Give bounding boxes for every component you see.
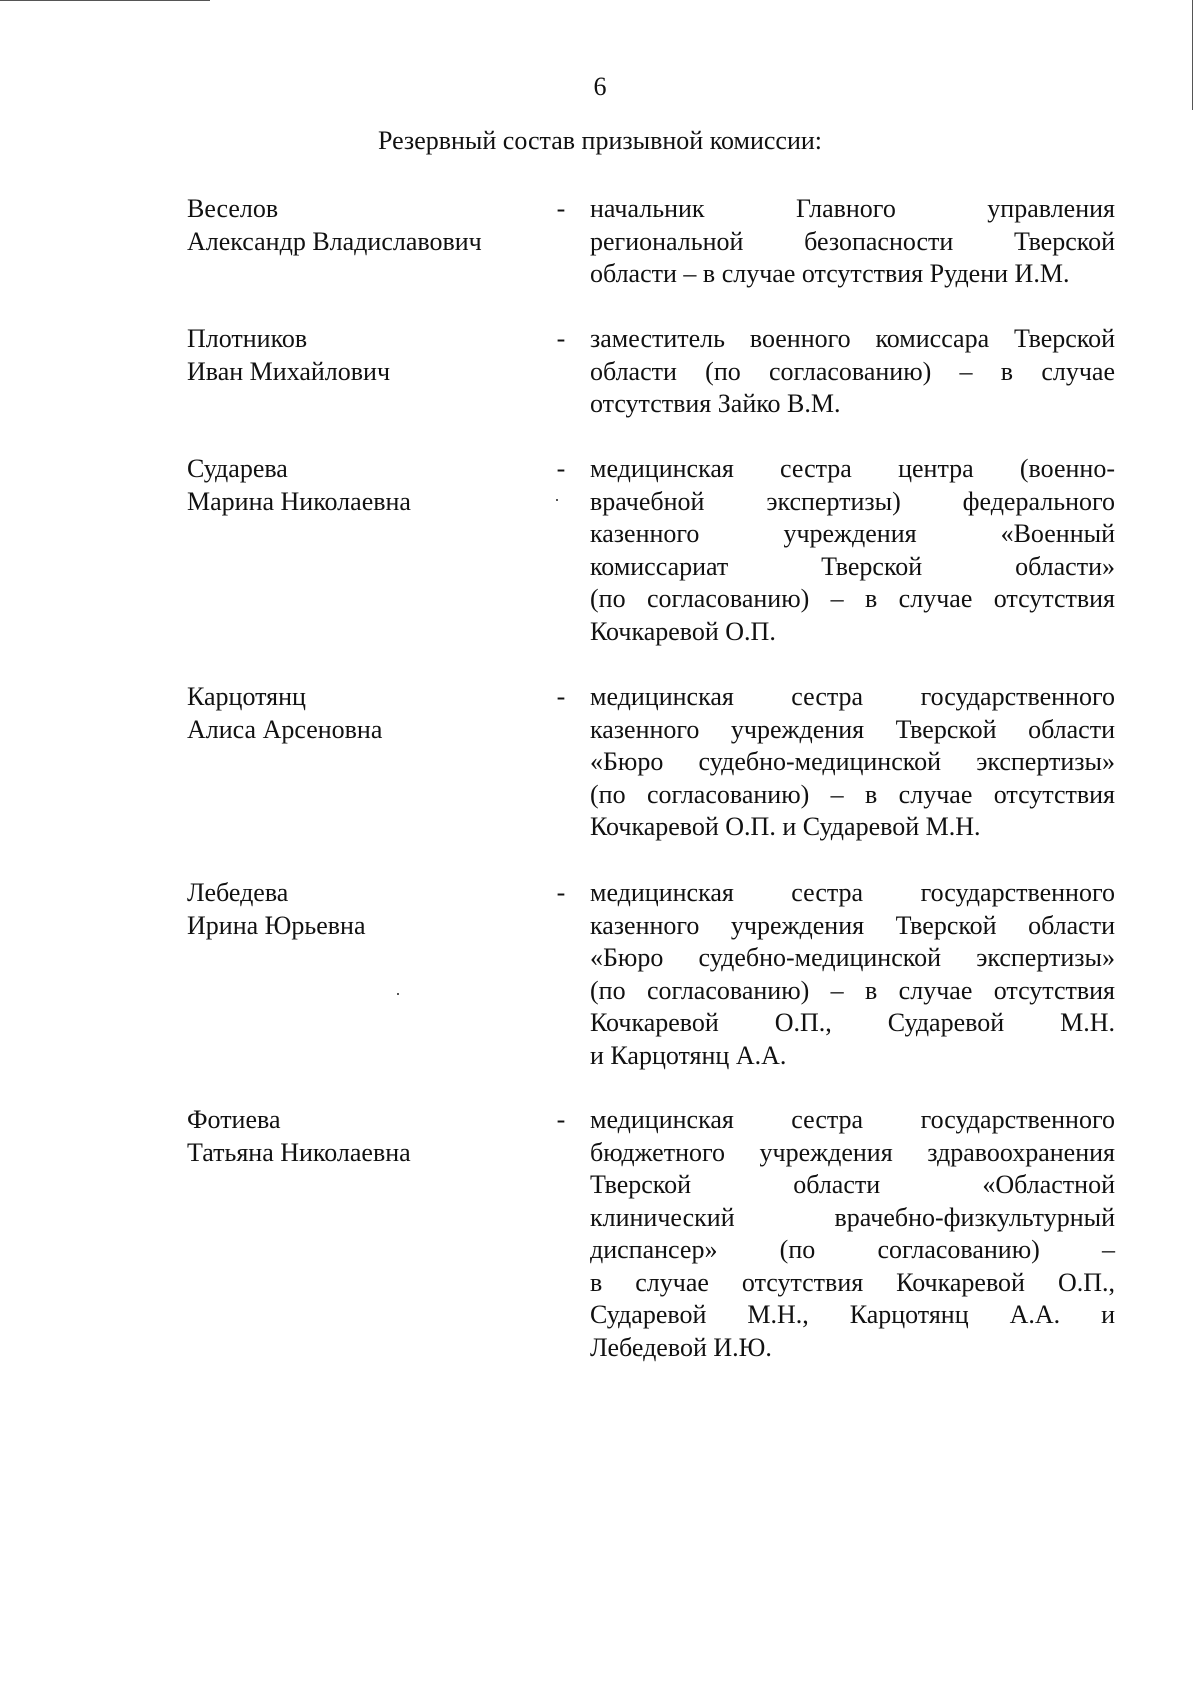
- member-position: [590, 877, 1115, 1072]
- position-line: региональной безопасности Тверской: [590, 226, 1115, 256]
- member-position: [590, 681, 1115, 844]
- position-line: клинический врачебно-физкультурный: [590, 1202, 1115, 1232]
- position-line: медицинская сестра государственного: [590, 878, 1115, 907]
- member-surname: Карцотянц: [187, 682, 306, 711]
- position-line: «Бюро судебно-медицинской экспертизы»: [590, 747, 1115, 776]
- member-given-names: Иван Михайлович: [187, 356, 391, 386]
- member-given-names: Алиса Арсеновна: [187, 714, 383, 744]
- member-surname: Лебедева: [187, 878, 289, 907]
- separator-dash: -: [556, 1105, 566, 1134]
- position-line: Кочкаревой О.П. и Сударевой М.Н.: [590, 812, 981, 841]
- member-position: [590, 323, 1115, 421]
- position-line: комиссариат Тверской области»: [590, 551, 1115, 581]
- scan-artifact: [556, 499, 558, 501]
- position-line: казенного учреждения Тверской области: [590, 714, 1115, 744]
- separator-dash: -: [556, 878, 566, 907]
- position-line: медицинская сестра центра (военно-: [590, 454, 1115, 483]
- page-number: 6: [593, 72, 607, 101]
- position-line: Кочкаревой О.П., Сударевой М.Н.: [590, 1008, 1115, 1037]
- position-line: казенного учреждения «Военный: [590, 519, 1115, 548]
- member-name: [187, 877, 527, 942]
- section-heading: Резервный состав призывной комиссии:: [377, 126, 823, 155]
- position-line: и Карцотянц А.А.: [590, 1040, 787, 1070]
- member-given-names: Ирина Юрьевна: [187, 910, 366, 940]
- member-name: [187, 681, 527, 746]
- position-line: (по согласованию) – в случае отсутствия: [590, 975, 1115, 1005]
- scan-artifact: [0, 0, 210, 1]
- member-name: [187, 453, 527, 518]
- member-name: [187, 1104, 527, 1169]
- separator-dash: -: [556, 454, 566, 483]
- member-position: [590, 193, 1115, 291]
- position-line: заместитель военного комиссара Тверской: [590, 324, 1115, 353]
- position-line: Лебедевой И.Ю.: [590, 1332, 772, 1362]
- member-surname: Фотиева: [187, 1105, 281, 1134]
- member-position: [590, 1104, 1115, 1364]
- position-line: отсутствия Зайко В.М.: [590, 389, 841, 418]
- position-line: (по согласованию) – в случае отсутствия: [590, 584, 1115, 613]
- separator-dash: -: [556, 194, 566, 223]
- position-line: Тверской области «Областной: [590, 1170, 1115, 1199]
- member-surname: Плотников: [187, 324, 308, 353]
- scan-artifact: [397, 993, 399, 995]
- separator-dash: -: [556, 324, 566, 353]
- position-line: бюджетного учреждения здравоохранения: [590, 1137, 1115, 1167]
- position-line: диспансер» (по согласованию) –: [590, 1235, 1115, 1264]
- position-line: области (по согласованию) – в случае: [590, 356, 1115, 386]
- separator-dash: -: [556, 682, 566, 711]
- position-line: (по согласованию) – в случае отсутствия: [590, 779, 1115, 809]
- member-surname: Веселов: [187, 194, 279, 223]
- position-line: врачебной экспертизы) федерального: [590, 486, 1115, 516]
- position-line: медицинская сестра государственного: [590, 682, 1115, 711]
- position-line: области – в случае отсутствия Рудени И.М.: [590, 259, 1070, 288]
- position-line: Кочкаревой О.П.: [590, 616, 776, 646]
- member-given-names: Татьяна Николаевна: [187, 1137, 411, 1167]
- position-line: медицинская сестра государственного: [590, 1105, 1115, 1134]
- member-name: [187, 193, 527, 258]
- member-given-names: Марина Николаевна: [187, 486, 411, 516]
- member-given-names: Александр Владиславович: [187, 226, 482, 256]
- member-name: [187, 323, 527, 388]
- position-line: Сударевой М.Н., Карцотянц А.А. и: [590, 1300, 1115, 1329]
- member-surname: Сударева: [187, 454, 288, 483]
- member-position: [590, 453, 1115, 648]
- position-line: казенного учреждения Тверской области: [590, 910, 1115, 940]
- position-line: начальник Главного управления: [590, 194, 1115, 223]
- position-line: в случае отсутствия Кочкаревой О.П.,: [590, 1267, 1115, 1297]
- scan-artifact: [1192, 0, 1193, 110]
- position-line: «Бюро судебно-медицинской экспертизы»: [590, 943, 1115, 972]
